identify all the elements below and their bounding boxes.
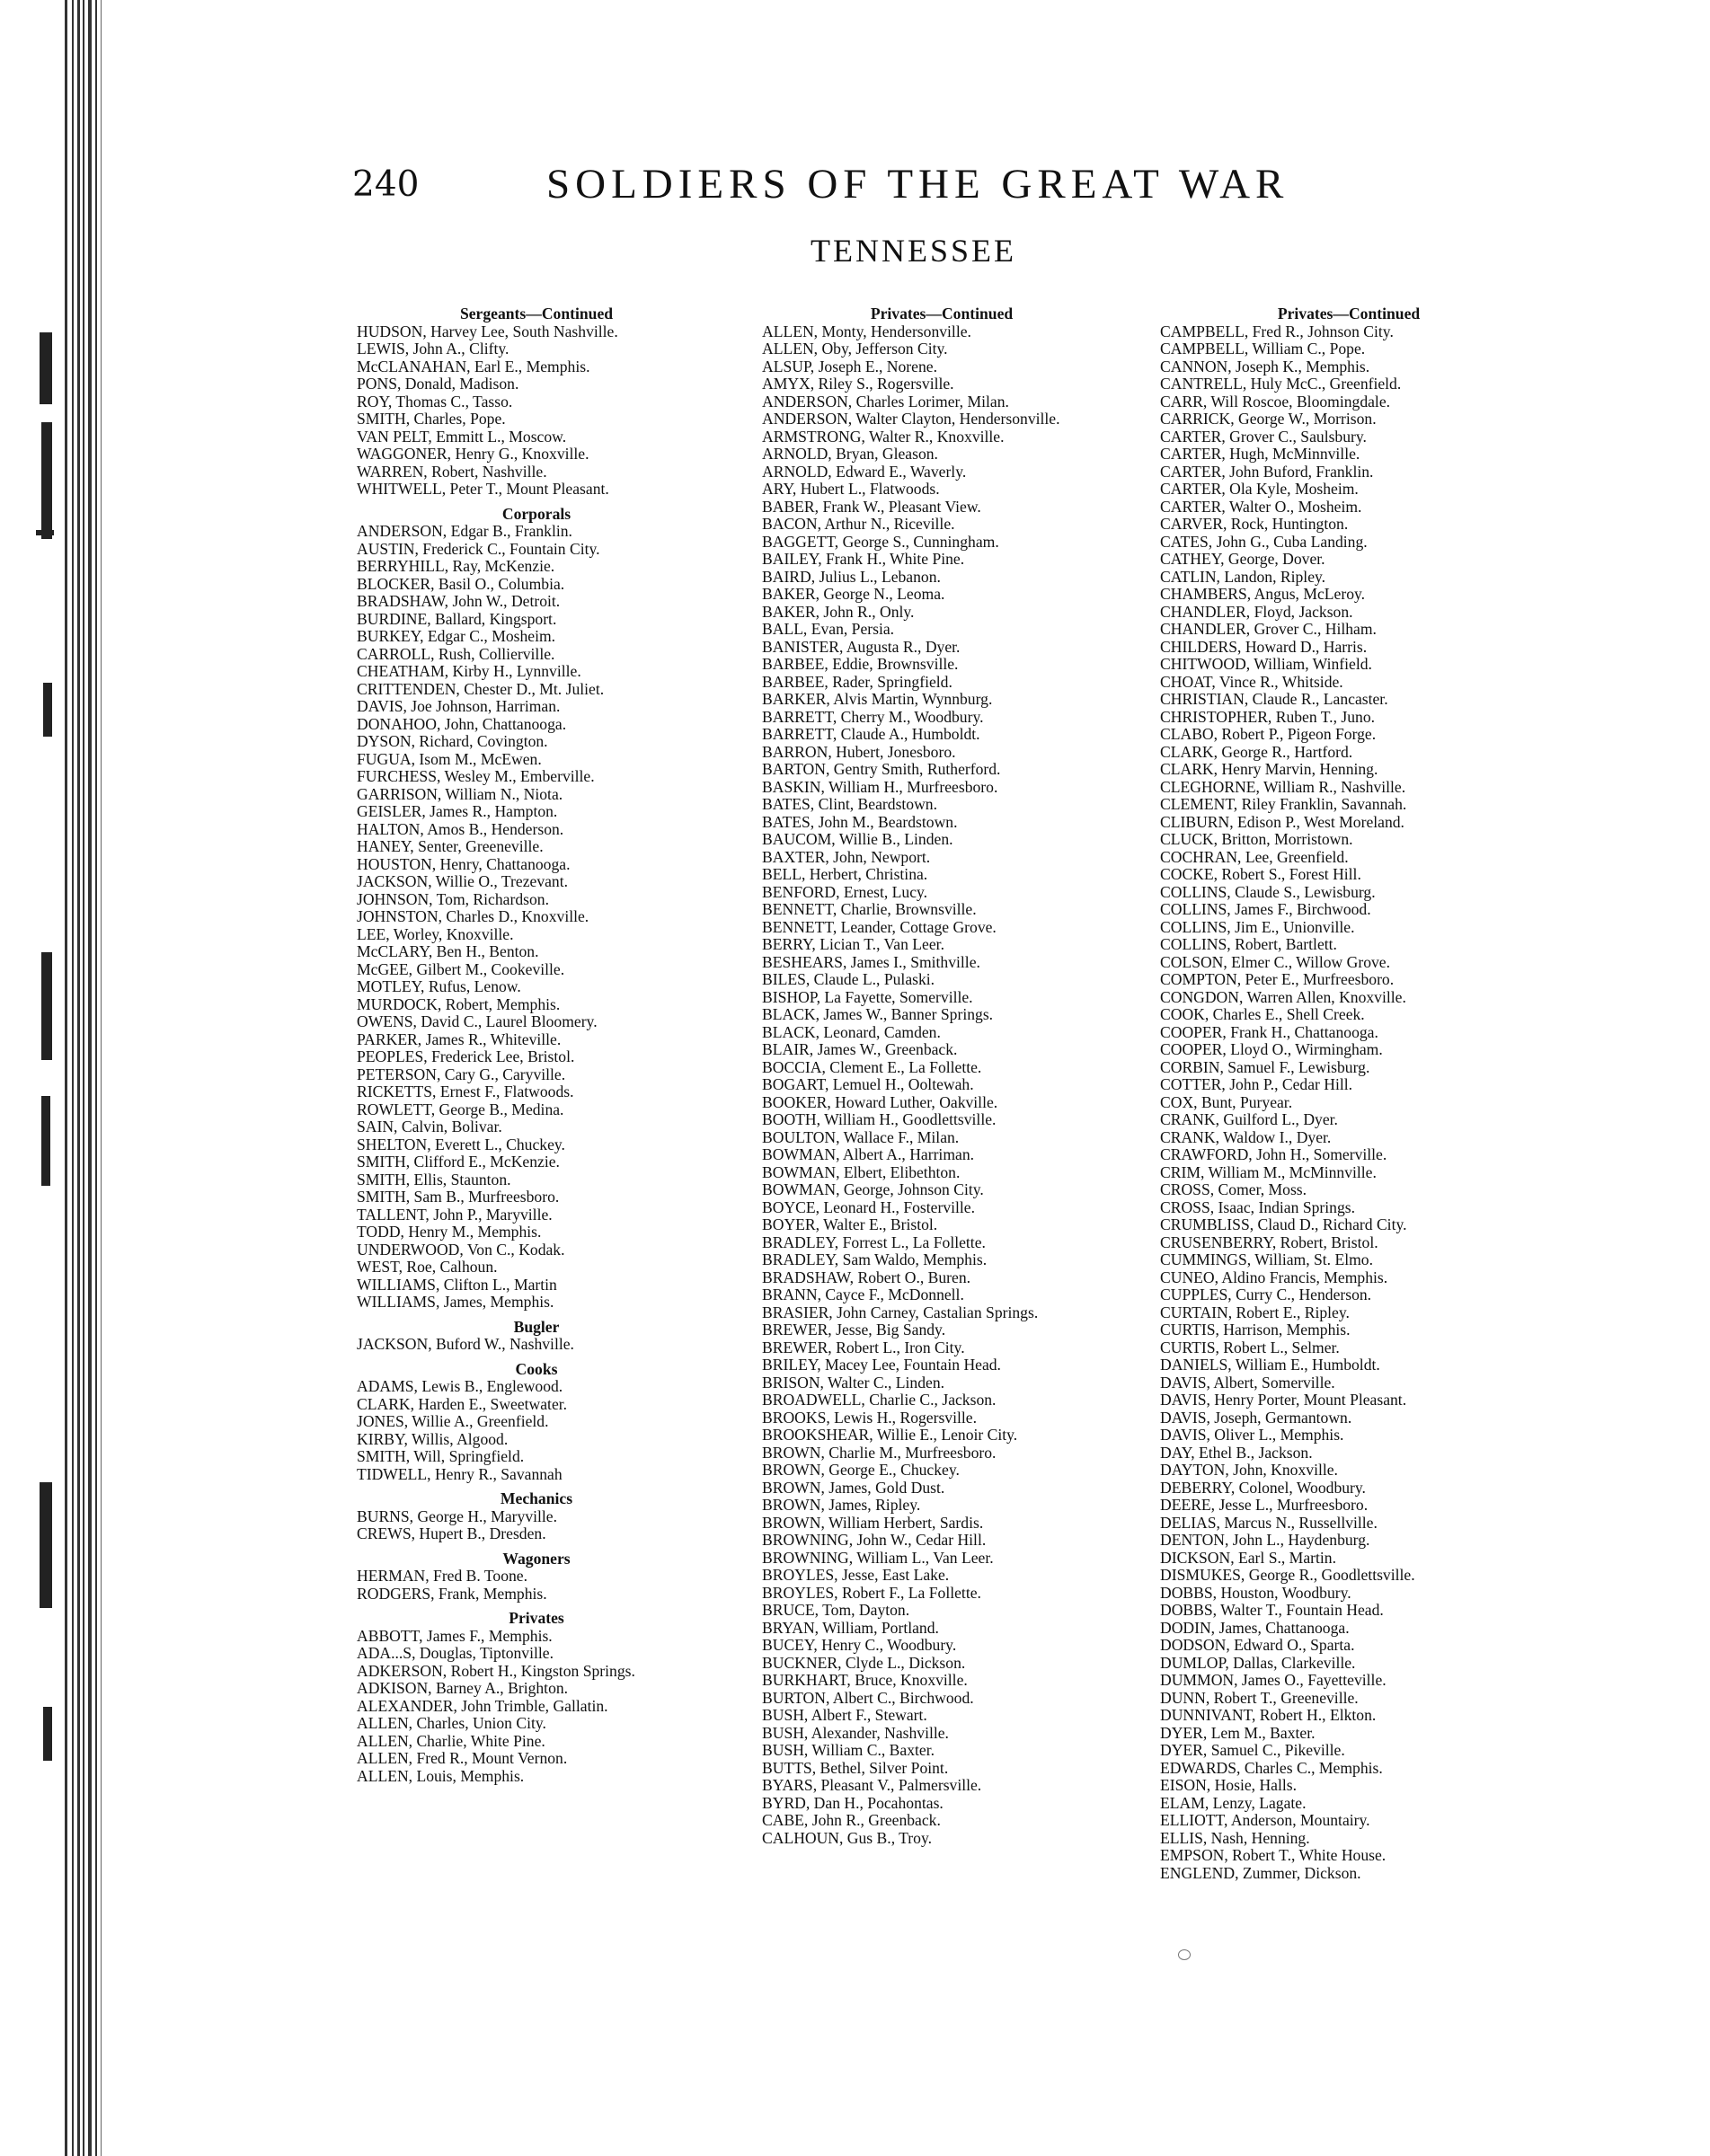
roster-entry: BRUCE, Tom, Dayton. — [762, 1601, 910, 1619]
roster-entry: ELLIOTT, Anderson, Mountairy. — [1160, 1811, 1370, 1829]
roster-entry: ANDERSON, Walter Clayton, Hendersonville. — [762, 410, 1060, 428]
roster-entry: COOK, Charles E., Shell Creek. — [1160, 1005, 1365, 1023]
roster-entry: BUTTS, Bethel, Silver Point. — [762, 1758, 949, 1777]
roster-entry: CALHOUN, Gus B., Troy. — [762, 1828, 933, 1847]
roster-entry: CATES, John G., Cuba Landing. — [1160, 532, 1368, 551]
roster-entry: BELL, Herbert, Christina. — [762, 865, 928, 883]
roster-entry: CURTAIN, Robert E., Ripley. — [1160, 1303, 1350, 1321]
roster-entry: UNDERWOOD, Von C., Kodak. — [357, 1240, 565, 1259]
roster-entry: BAIRD, Julius L., Lebanon. — [762, 567, 941, 586]
roster-entry: BROYLES, Jesse, East Lake. — [762, 1566, 950, 1584]
roster-entry: COCKE, Robert S., Forest Hill. — [1160, 865, 1361, 883]
roster-entry: WEST, Roe, Calhoun. — [357, 1258, 498, 1276]
roster-entry: BOWMAN, Albert A., Harriman. — [762, 1145, 975, 1163]
roster-entry: EISON, Hosie, Halls. — [1160, 1776, 1297, 1794]
state-heading: TENNESSEE — [811, 233, 1016, 269]
section-heading: Bugler — [513, 1317, 560, 1336]
roster-entry: BOWMAN, George, Johnson City. — [762, 1180, 984, 1198]
section-heading: Privates—Continued — [1277, 305, 1421, 323]
roster-entry: BILES, Claude L., Pulaski. — [762, 970, 935, 988]
roster-entry: BYARS, Pleasant V., Palmersville. — [762, 1776, 982, 1794]
roster-entry: FUGUA, Isom M., McEwen. — [357, 749, 542, 768]
roster-entry: CARTER, Ola Kyle, Mosheim. — [1160, 480, 1359, 498]
section-heading: Sergeants—Continued — [459, 305, 614, 323]
roster-entry: DICKSON, Earl S., Martin. — [1160, 1548, 1336, 1567]
roster-entry: CARTER, Grover C., Saulsbury. — [1160, 427, 1367, 446]
roster-entry: BARTON, Gentry Smith, Rutherford. — [762, 760, 1001, 778]
roster-entry: BERRYHILL, Ray, McKenzie. — [357, 557, 555, 575]
roster-entry: DODSON, Edward O., Sparta. — [1160, 1636, 1355, 1654]
roster-entry: AUSTIN, Frederick C., Fountain City. — [357, 539, 600, 558]
roster-entry: CRITTENDEN, Chester D., Mt. Juliet. — [357, 679, 605, 698]
roster-entry: HUDSON, Harvey Lee, South Nashville. — [357, 322, 618, 340]
roster-entry: PEOPLES, Frederick Lee, Bristol. — [357, 1047, 575, 1065]
roster-entry: BENNETT, Leander, Cottage Grove. — [762, 917, 997, 936]
roster-entry: BUCEY, Henry C., Woodbury. — [762, 1636, 957, 1654]
roster-entry: DAY, Ethel B., Jackson. — [1160, 1443, 1313, 1462]
roster-entry: BARBEE, Rader, Springfield. — [762, 672, 952, 691]
roster-entry: ALLEN, Charles, Union City. — [357, 1714, 546, 1732]
roster-entry: CAMPBELL, William C., Pope. — [1160, 340, 1366, 358]
roster-entry: MURDOCK, Robert, Memphis. — [357, 994, 561, 1013]
roster-entry: BROADWELL, Charlie C., Jackson. — [762, 1391, 997, 1409]
roster-entry: BISHOP, La Fayette, Somerville. — [762, 987, 973, 1006]
roster-entry: ALLEN, Fred R., Mount Vernon. — [357, 1749, 568, 1767]
roster-entry: McGEE, Gilbert M., Cookeville. — [357, 959, 565, 978]
roster-entry: BARKER, Alvis Martin, Wynnburg. — [762, 690, 993, 708]
roster-entry: CARTER, Hugh, McMinnville. — [1160, 445, 1360, 463]
section-heading: Privates—Continued — [870, 305, 1014, 323]
roster-entry: CONGDON, Warren Allen, Knoxville. — [1160, 987, 1406, 1006]
roster-entry: BOOKER, Howard Luther, Oakville. — [762, 1092, 998, 1111]
roster-entry: OWENS, David C., Laurel Bloomery. — [357, 1012, 598, 1030]
roster-entry: DUNN, Robert T., Greeneville. — [1160, 1688, 1359, 1707]
roster-entry: BARRETT, Claude A., Humboldt. — [762, 725, 980, 743]
roster-entry: DEBERRY, Colonel, Woodbury. — [1160, 1478, 1366, 1497]
roster-entry: TIDWELL, Henry R., Savannah — [357, 1464, 563, 1483]
roster-entry: WARREN, Robert, Nashville. — [357, 462, 547, 481]
page-title: SOLDIERS OF THE GREAT WAR — [546, 161, 1289, 208]
roster-entry: BOYCE, Leonard H., Fosterville. — [762, 1197, 975, 1216]
roster-entry: DOBBS, Houston, Woodbury. — [1160, 1583, 1351, 1602]
roster-entry: BERRY, Lician T., Van Leer. — [762, 935, 944, 953]
roster-entry: BREWER, Robert L., Iron City. — [762, 1338, 965, 1356]
roster-entry: McCLARY, Ben H., Benton. — [357, 942, 539, 960]
roster-entry: BRISON, Walter C., Linden. — [762, 1373, 945, 1392]
roster-entry: CARROLL, Rush, Collierville. — [357, 644, 555, 663]
roster-entry: BROOKS, Lewis H., Rogersville. — [762, 1408, 977, 1427]
scan-smudge — [1178, 1949, 1191, 1960]
roster-entry: BENFORD, Ernest, Lucy. — [762, 882, 928, 901]
roster-entry: BANISTER, Augusta R., Dyer. — [762, 637, 961, 656]
roster-entry: CRIM, William M., McMinnville. — [1160, 1162, 1377, 1181]
roster-entry: CARR, Will Roscoe, Bloomingdale. — [1160, 392, 1391, 411]
roster-entry: CHILDERS, Howard D., Harris. — [1160, 637, 1368, 656]
roster-entry: ADA...S, Douglas, Tiptonville. — [357, 1644, 554, 1662]
roster-entry: ABBOTT, James F., Memphis. — [357, 1626, 553, 1645]
roster-entry: DYSON, Richard, Covington. — [357, 732, 548, 750]
roster-entry: BURTON, Albert C., Birchwood. — [762, 1688, 974, 1707]
roster-entry: DYER, Lem M., Baxter. — [1160, 1723, 1316, 1742]
roster-entry: BARRETT, Cherry M., Woodbury. — [762, 707, 984, 726]
roster-entry: ARNOLD, Edward E., Waverly. — [762, 462, 967, 481]
roster-entry: BATES, Clint, Beardstown. — [762, 795, 937, 813]
section-heading: Corporals — [501, 504, 571, 523]
roster-entry: BOWMAN, Elbert, Elibethton. — [762, 1162, 961, 1181]
roster-entry: SMITH, Sam B., Murfreesboro. — [357, 1188, 560, 1206]
roster-entry: CANTRELL, Huly McC., Greenfield. — [1160, 375, 1402, 393]
roster-entry: ADAMS, Lewis B., Englewood. — [357, 1377, 563, 1395]
roster-entry: DANIELS, William E., Humboldt. — [1160, 1356, 1380, 1374]
roster-entry: CRUSENBERRY, Robert, Bristol. — [1160, 1233, 1378, 1251]
roster-entry: VAN PELT, Emmitt L., Moscow. — [357, 427, 567, 446]
roster-entry: CLARK, George R., Hartford. — [1160, 742, 1353, 761]
roster-entry: BURKHART, Bruce, Knoxville. — [762, 1671, 968, 1689]
roster-entry: HOUSTON, Henry, Chattanooga. — [357, 854, 571, 873]
roster-entry: DISMUKES, George R., Goodlettsville. — [1160, 1566, 1415, 1584]
roster-entry: BATES, John M., Beardstown. — [762, 812, 958, 831]
roster-entry: WILLIAMS, Clifton L., Martin — [357, 1275, 557, 1294]
roster-entry: CUPPLES, Curry C., Henderson. — [1160, 1286, 1372, 1303]
roster-entry: DUNNIVANT, Robert H., Elkton. — [1160, 1706, 1377, 1724]
roster-entry: BOCCIA, Clement E., La Follette. — [762, 1057, 982, 1076]
roster-entry: SMITH, Clifford E., McKenzie. — [357, 1153, 560, 1171]
roster-entry: COOPER, Frank H., Chattanooga. — [1160, 1022, 1378, 1041]
roster-entry: BROWNING, William L., Van Leer. — [762, 1548, 994, 1567]
roster-entry: BLACK, Leonard, Camden. — [762, 1022, 941, 1041]
page-number: 240 — [352, 164, 420, 205]
roster-entry: GEISLER, James R., Hampton. — [357, 802, 558, 820]
roster-entry: BLAIR, James W., Greenback. — [762, 1040, 958, 1058]
roster-entry: EMPSON, Robert T., White House. — [1160, 1846, 1387, 1864]
roster-entry: BROWN, Charlie M., Murfreesboro. — [762, 1443, 997, 1462]
roster-entry: COLLINS, Jim E., Unionville. — [1160, 917, 1355, 936]
roster-entry: RODGERS, Frank, Memphis. — [357, 1584, 547, 1603]
roster-entry: BAXTER, John, Newport. — [762, 847, 931, 866]
roster-entry: BAKER, John R., Only. — [762, 602, 915, 621]
roster-entry: CLUCK, Britton, Morristown. — [1160, 830, 1353, 848]
roster-entry: MOTLEY, Rufus, Lenow. — [357, 977, 521, 995]
roster-entry: BACON, Arthur N., Riceville. — [762, 515, 955, 533]
roster-entry: BOULTON, Wallace F., Milan. — [762, 1127, 960, 1146]
roster-entry: COLLINS, James F., Birchwood. — [1160, 900, 1371, 918]
roster-entry: BLOCKER, Basil O., Columbia. — [357, 574, 565, 593]
scan-binding-edge — [0, 0, 126, 2156]
roster-entry: BROWN, James, Ripley. — [762, 1496, 921, 1514]
roster-entry: BAKER, George N., Leoma. — [762, 585, 945, 603]
column-left — [357, 305, 716, 1785]
roster-entry: WAGGONER, Henry G., Knoxville. — [357, 445, 589, 463]
section-heading: Cooks — [515, 1359, 558, 1378]
roster-entry: CARVER, Rock, Huntington. — [1160, 515, 1349, 533]
roster-entry: DAYTON, John, Knoxville. — [1160, 1461, 1338, 1479]
roster-entry: JACKSON, Buford W., Nashville. — [357, 1335, 574, 1353]
roster-entry: BARBEE, Eddie, Brownsville. — [762, 655, 959, 673]
roster-entry: CRAWFORD, John H., Somerville. — [1160, 1145, 1387, 1163]
roster-entry: CAMPBELL, Fred R., Johnson City. — [1160, 322, 1394, 340]
roster-entry: BRANN, Cayce F., McDonnell. — [762, 1286, 964, 1303]
roster-entry: DAVIS, Albert, Somerville. — [1160, 1373, 1335, 1392]
roster-entry: WILLIAMS, James, Memphis. — [357, 1293, 554, 1311]
roster-entry: BRILEY, Macey Lee, Fountain Head. — [762, 1356, 1001, 1374]
roster-entry: COX, Bunt, Puryear. — [1160, 1092, 1293, 1111]
roster-entry: CURTIS, Harrison, Memphis. — [1160, 1321, 1351, 1339]
roster-entry: ROWLETT, George B., Medina. — [357, 1100, 564, 1118]
column-right — [1160, 305, 1537, 1882]
roster-entry: BAUCOM, Willie B., Linden. — [762, 830, 953, 848]
roster-entry: CHANDLER, Grover C., Hilham. — [1160, 620, 1377, 638]
roster-entry: BROWN, William Herbert, Sardis. — [762, 1513, 984, 1532]
roster-entry: BURDINE, Ballard, Kingsport. — [357, 609, 557, 628]
roster-entry: CLEGHORNE, William R., Nashville. — [1160, 777, 1406, 796]
roster-entry: CARTER, John Buford, Franklin. — [1160, 462, 1374, 481]
roster-entry: BALL, Evan, Persia. — [762, 620, 895, 638]
roster-entry: ALLEN, Monty, Hendersonville. — [762, 322, 971, 340]
roster-entry: DODIN, James, Chattanooga. — [1160, 1618, 1350, 1637]
roster-entry: PETERSON, Cary G., Caryville. — [357, 1065, 566, 1083]
roster-entry: CROSS, Comer, Moss. — [1160, 1180, 1307, 1198]
roster-entry: BOOTH, William H., Goodlettsville. — [762, 1110, 997, 1128]
roster-entry: DUMLOP, Dallas, Clarkeville. — [1160, 1653, 1356, 1672]
roster-entry: BURNS, George H., Maryville. — [357, 1507, 557, 1525]
roster-entry: ALLEN, Charlie, White Pine. — [357, 1731, 545, 1750]
roster-entry: BLACK, James W., Banner Springs. — [762, 1005, 994, 1023]
roster-entry: BUSH, Albert F., Stewart. — [762, 1706, 927, 1724]
roster-entry: AMYX, Riley S., Rogersville. — [762, 375, 954, 393]
roster-entry: ADKISON, Barney A., Brighton. — [357, 1679, 569, 1697]
roster-entry: CHRISTOPHER, Ruben T., Juno. — [1160, 707, 1376, 726]
roster-entry: SMITH, Charles, Pope. — [357, 410, 506, 428]
roster-entry: CORBIN, Samuel F., Lewisburg. — [1160, 1057, 1370, 1076]
roster-entry: EDWARDS, Charles C., Memphis. — [1160, 1758, 1383, 1777]
roster-entry: RICKETTS, Ernest F., Flatwoods. — [357, 1082, 574, 1100]
roster-entry: PONS, Donald, Madison. — [357, 375, 519, 393]
roster-entry: BESHEARS, James I., Smithville. — [762, 952, 980, 971]
roster-entry: DEERE, Jesse L., Murfreesboro. — [1160, 1496, 1369, 1514]
roster-entry: WHITWELL, Peter T., Mount Pleasant. — [357, 480, 609, 498]
roster-entry: ELAM, Lenzy, Lagate. — [1160, 1793, 1307, 1812]
roster-entry: CHITWOOD, William, Winfield. — [1160, 655, 1372, 673]
roster-entry: BROYLES, Robert F., La Follette. — [762, 1583, 981, 1602]
roster-entry: SMITH, Ellis, Staunton. — [357, 1170, 511, 1188]
roster-entry: CABE, John R., Greenback. — [762, 1811, 941, 1829]
roster-entry: BROWNING, John W., Cedar Hill. — [762, 1531, 987, 1549]
roster-entry: CLABO, Robert P., Pigeon Forge. — [1160, 725, 1377, 743]
section-heading: Privates — [509, 1609, 564, 1627]
roster-entry: BURKEY, Edgar C., Mosheim. — [357, 627, 556, 645]
roster-entry: BENNETT, Charlie, Brownsville. — [762, 900, 977, 918]
roster-entry: CANNON, Joseph K., Memphis. — [1160, 357, 1370, 376]
roster-entry: BRYAN, William, Portland. — [762, 1618, 939, 1637]
roster-entry: KIRBY, Willis, Algood. — [357, 1429, 509, 1448]
roster-entry: DYER, Samuel C., Pikeville. — [1160, 1741, 1345, 1759]
roster-entry: ANDERSON, Edgar B., Franklin. — [357, 522, 572, 540]
roster-entry: CUNEO, Aldino Francis, Memphis. — [1160, 1268, 1388, 1286]
section-heading: Mechanics — [500, 1489, 573, 1507]
roster-entry: CUMMINGS, William, St. Elmo. — [1160, 1250, 1373, 1268]
roster-entry: ALSUP, Joseph E., Norene. — [762, 357, 937, 376]
roster-entry: COLLINS, Robert, Bartlett. — [1160, 935, 1337, 953]
roster-entry: CROSS, Isaac, Indian Springs. — [1160, 1197, 1355, 1216]
roster-entry: BRASIER, John Carney, Castalian Springs. — [762, 1303, 1039, 1321]
column-middle — [762, 305, 1121, 1847]
roster-entry: ENGLEND, Zummer, Dickson. — [1160, 1863, 1361, 1882]
roster-entry: JOHNSTON, Charles D., Knoxville. — [357, 907, 589, 925]
roster-entry: McCLANAHAN, Earl E., Memphis. — [357, 357, 590, 376]
roster-entry: CHAMBERS, Angus, McLeroy. — [1160, 585, 1366, 603]
roster-entry: DELIAS, Marcus N., Russellville. — [1160, 1513, 1378, 1532]
roster-entry: DAVIS, Oliver L., Memphis. — [1160, 1426, 1344, 1444]
roster-entry: CHEATHAM, Kirby H., Lynnville. — [357, 662, 581, 680]
roster-entry: SMITH, Will, Springfield. — [357, 1447, 525, 1465]
roster-entry: DAVIS, Joseph, Germantown. — [1160, 1408, 1352, 1427]
roster-entry: JACKSON, Willie O., Trezevant. — [357, 872, 569, 890]
roster-entry: PARKER, James R., Whiteville. — [357, 1029, 562, 1048]
roster-entry: ARNOLD, Bryan, Gleason. — [762, 445, 938, 463]
roster-entry: CLARK, Harden E., Sweetwater. — [357, 1394, 568, 1413]
roster-entry: CRUMBLISS, Claud D., Richard City. — [1160, 1215, 1407, 1233]
roster-entry: ELLIS, Nash, Henning. — [1160, 1828, 1310, 1847]
section-heading: Wagoners — [502, 1549, 571, 1568]
roster-entry: ANDERSON, Charles Lorimer, Milan. — [762, 392, 1009, 411]
roster-entry: CATHEY, George, Dover. — [1160, 550, 1325, 568]
roster-entry: CLARK, Henry Marvin, Henning. — [1160, 760, 1378, 778]
roster-entry: COTTER, John P., Cedar Hill. — [1160, 1075, 1353, 1093]
roster-entry: COOPER, Lloyd O., Wirmingham. — [1160, 1040, 1383, 1058]
roster-entry: ROY, Thomas C., Tasso. — [357, 392, 513, 411]
roster-entry: CLIBURN, Edison P., West Moreland. — [1160, 812, 1404, 831]
roster-entry: COLSON, Elmer C., Willow Grove. — [1160, 952, 1391, 971]
roster-entry: COLLINS, Claude S., Lewisburg. — [1160, 882, 1376, 901]
roster-entry: BOGART, Lemuel H., Ooltewah. — [762, 1075, 974, 1093]
roster-entry: CREWS, Hupert B., Dresden. — [357, 1524, 546, 1542]
roster-entry: DONAHOO, John, Chattanooga. — [357, 714, 567, 733]
roster-entry: HALTON, Amos B., Henderson. — [357, 819, 564, 838]
roster-entry: CHRISTIAN, Claude R., Lancaster. — [1160, 690, 1388, 708]
roster-entry: ADKERSON, Robert H., Kingston Springs. — [357, 1661, 635, 1680]
roster-entry: BAILEY, Frank H., White Pine. — [762, 550, 965, 568]
roster-entry: BOYER, Walter E., Bristol. — [762, 1215, 938, 1233]
roster-entry: CHOAT, Vince R., Whitside. — [1160, 672, 1343, 691]
roster-entry: ALLEN, Louis, Memphis. — [357, 1766, 525, 1785]
roster-entry: DAVIS, Henry Porter, Mount Pleasant. — [1160, 1391, 1407, 1409]
roster-entry: BAGGETT, George S., Cunningham. — [762, 532, 999, 551]
roster-entry: FURCHESS, Wesley M., Emberville. — [357, 767, 595, 785]
roster-entry: BABER, Frank W., Pleasant View. — [762, 497, 981, 516]
roster-entry: CARRICK, George W., Morrison. — [1160, 410, 1377, 428]
roster-entry: BYRD, Dan H., Pocahontas. — [762, 1793, 944, 1812]
roster-entry: BROWN, George E., Chuckey. — [762, 1461, 960, 1479]
roster-entry: SHELTON, Everett L., Chuckey. — [357, 1135, 565, 1153]
roster-entry: DENTON, John L., Haydenburg. — [1160, 1531, 1370, 1549]
roster-entry: BRADSHAW, Robert O., Buren. — [762, 1268, 971, 1286]
roster-entry: BREWER, Jesse, Big Sandy. — [762, 1321, 946, 1339]
roster-entry: BROOKSHEAR, Willie E., Lenoir City. — [762, 1426, 1018, 1444]
roster-entry: ALEXANDER, John Trimble, Gallatin. — [357, 1696, 608, 1715]
roster-entry: SAIN, Calvin, Bolivar. — [357, 1118, 502, 1135]
roster-entry: BROWN, James, Gold Dust. — [762, 1478, 945, 1497]
roster-entry: CRANK, Guilford L., Dyer. — [1160, 1110, 1338, 1128]
roster-entry: ALLEN, Oby, Jefferson City. — [762, 340, 948, 358]
roster-entry: COMPTON, Peter E., Murfreesboro. — [1160, 970, 1395, 988]
roster-entry: JONES, Willie A., Greenfield. — [357, 1412, 549, 1430]
roster-entry: CRANK, Waldow I., Dyer. — [1160, 1127, 1332, 1146]
roster-entry: BARRON, Hubert, Jonesboro. — [762, 742, 956, 761]
roster-entry: BUSH, William C., Baxter. — [762, 1741, 935, 1759]
roster-entry: COCHRAN, Lee, Greenfield. — [1160, 847, 1349, 866]
roster-entry: BUSH, Alexander, Nashville. — [762, 1723, 949, 1742]
roster-entry: CATLIN, Landon, Ripley. — [1160, 567, 1326, 586]
roster-entry: CARTER, Walter O., Mosheim. — [1160, 497, 1362, 516]
roster-entry: BUCKNER, Clyde L., Dickson. — [762, 1653, 966, 1672]
roster-entry: BRADSHAW, John W., Detroit. — [357, 592, 561, 610]
roster-entry: ARY, Hubert L., Flatwoods. — [762, 480, 940, 498]
roster-entry: LEWIS, John A., Clifty. — [357, 340, 509, 358]
roster-entry: DAVIS, Joe Johnson, Harriman. — [357, 697, 561, 715]
roster-entry: HANEY, Senter, Greeneville. — [357, 837, 544, 855]
roster-entry: JOHNSON, Tom, Richardson. — [357, 889, 549, 908]
roster-entry: DUMMON, James O., Fayetteville. — [1160, 1671, 1387, 1689]
roster-entry: ARMSTRONG, Walter R., Knoxville. — [762, 427, 1005, 446]
roster-entry: BASKIN, William H., Murfreesboro. — [762, 777, 998, 796]
roster-entry: TALLENT, John P., Maryville. — [357, 1205, 553, 1224]
roster-entry: CHANDLER, Floyd, Jackson. — [1160, 602, 1353, 621]
roster-entry: TODD, Henry M., Memphis. — [357, 1223, 542, 1241]
roster-entry: HERMAN, Fred B. Toone. — [357, 1567, 528, 1585]
roster-entry: BRADLEY, Forrest L., La Follette. — [762, 1233, 986, 1251]
roster-entry: GARRISON, William N., Niota. — [357, 784, 563, 803]
roster-entry: CLEMENT, Riley Franklin, Savannah. — [1160, 795, 1407, 813]
roster-entry: DOBBS, Walter T., Fountain Head. — [1160, 1601, 1384, 1619]
roster-entry: BRADLEY, Sam Waldo, Memphis. — [762, 1250, 988, 1268]
roster-entry: CURTIS, Robert L., Selmer. — [1160, 1338, 1340, 1356]
roster-entry: LEE, Worley, Knoxville. — [357, 924, 514, 943]
